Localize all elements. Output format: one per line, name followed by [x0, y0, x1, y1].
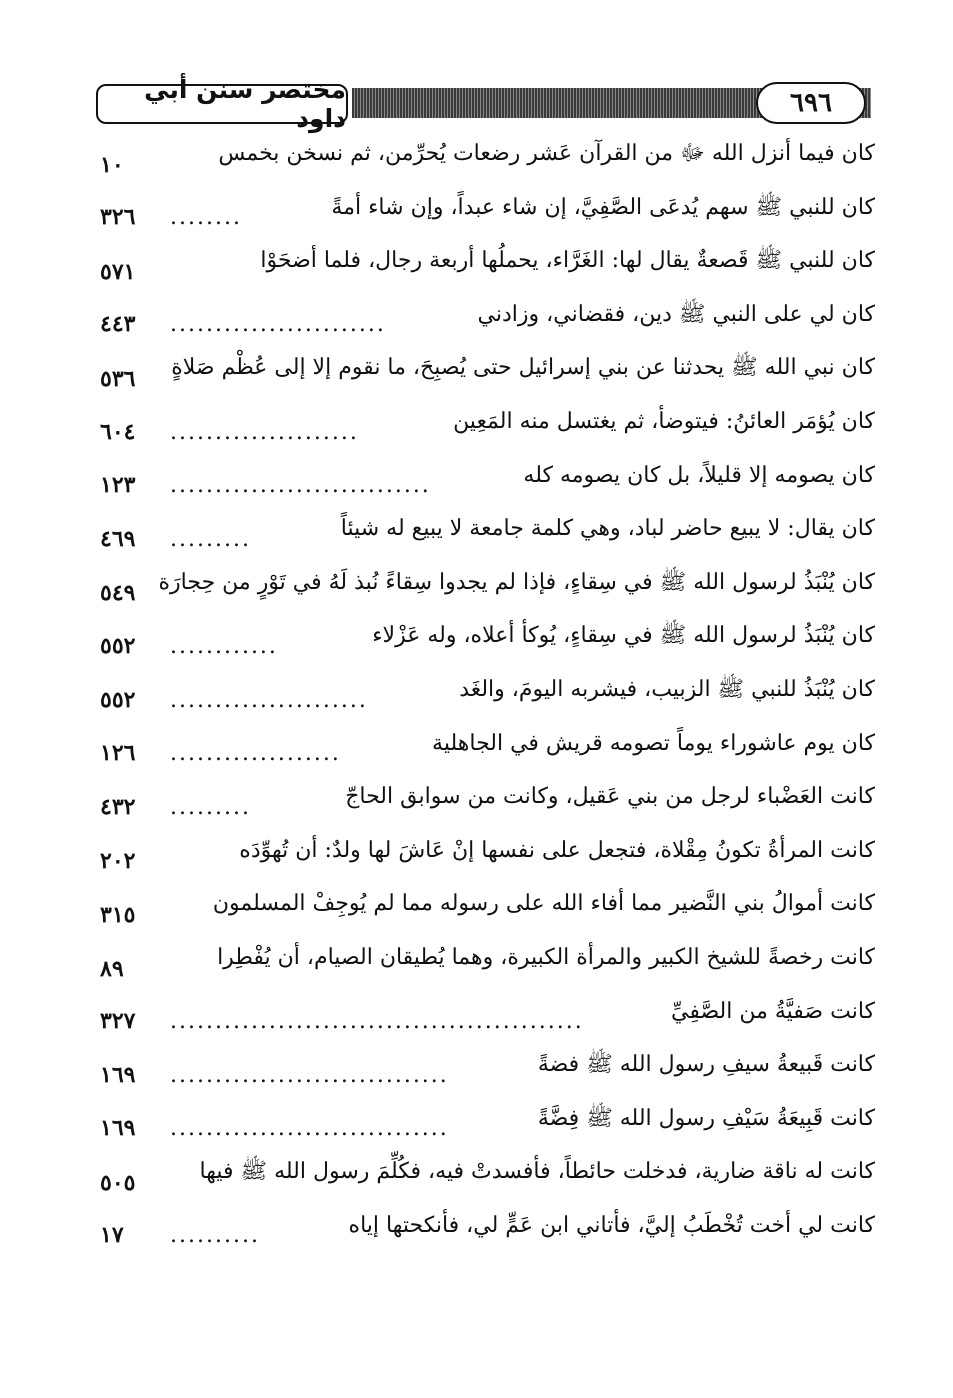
index-entry [100, 1206, 875, 1260]
entry-text: كان يقال: لا يبيع حاضر لباد، وهي كلمة جامعة لا يبيع له شيئاً [340, 516, 875, 542]
entry-page-ref [100, 152, 170, 178]
entry-text: كانت المرأةُ تكونُ مِقْلاة، فتجعل على نفسها إنْ عَاشَ لها ولدٌ: أن تُهوِّدَه [239, 837, 875, 863]
entry-text: كانت العَضْباء لرجل من بني عَقيل، وكانت من سوابق الحاجّ [345, 784, 875, 810]
index-entry [100, 724, 875, 778]
entry-text: كان يُنْبَذُ لرسول الله ﷺ في سِقاءٍ، يُوكأ أعلاه، وله عَزْلاء [372, 623, 875, 649]
entry-page-number: ٢٠٢ [100, 848, 136, 875]
index-entry [100, 402, 875, 456]
index-entry [100, 1045, 875, 1099]
entry-text: كان يوم عاشوراء يوماً تصومه قريش في الجاهلية [432, 730, 875, 756]
entry-text: كان يُؤمَر العائنُ: فيتوضأ، ثم يغتسل منه المَعِين [453, 408, 875, 434]
entry-text: كانت قَبيعةُ سيفِ رسول الله ﷺ فضةً [537, 1052, 875, 1078]
entry-page-ref [100, 1222, 260, 1249]
index-entry [100, 992, 875, 1046]
entry-page-number: ٣٢٧ [100, 1008, 136, 1035]
entry-page-number: ٦٠٤ [100, 418, 136, 445]
entry-text: كانت قَبِيعَةُ سَيْفِ رسول الله ﷺ فِضَّةً [537, 1105, 875, 1131]
entry-page-ref [100, 902, 170, 928]
entry-page-ref [100, 956, 170, 982]
index-entry [100, 509, 875, 563]
dot-leader: ............................... [170, 1116, 449, 1142]
index-entry [100, 777, 875, 831]
entry-page-ref [100, 311, 386, 338]
index-entry [100, 563, 875, 617]
dot-leader: ............................... [170, 1062, 449, 1088]
entry-page-number: ١٢٦ [100, 740, 136, 767]
entry-page-ref [100, 740, 341, 767]
entry-text: كانت أموالُ بني النَّضير مما أفاء الله على رسوله مما لم يُوجِفْ المسلمون [212, 891, 875, 917]
entry-page-ref [100, 419, 359, 446]
index-entry [100, 670, 875, 724]
index-entry [100, 188, 875, 242]
index-entry [100, 295, 875, 349]
index-entry [100, 831, 875, 885]
index-entry [100, 1152, 875, 1206]
entry-page-ref [100, 687, 368, 714]
index-entry [100, 348, 875, 402]
index-entry [100, 1099, 875, 1153]
entry-page-ref [100, 366, 170, 392]
entry-page-number: ٤٤٣ [100, 311, 136, 338]
entry-text: كان للنبي ﷺ سهم يُدعَى الصَّفِيَّ، إن شاء عبداً، وإن شاء أمةً [331, 194, 875, 220]
index-entry [100, 938, 875, 992]
entry-page-number: ٥٤٩ [100, 580, 136, 607]
entry-page-number: ٨٩ [100, 955, 124, 982]
entry-text: كان يصومه إلا قليلاً، بل كان يصومه كله [523, 462, 875, 488]
entry-page-number: ١٧ [100, 1222, 124, 1249]
entry-page-ref [100, 580, 170, 606]
entry-text: كان يُنْبَذُ للنبي ﷺ الزبيب، فيشربه اليومَ، والغَد [459, 676, 875, 702]
book-title: مختصر سنن أبي داود [96, 84, 348, 124]
index-entry-list [100, 134, 875, 1259]
index-entry [100, 616, 875, 670]
dot-leader: ................... [170, 741, 341, 767]
entry-text: كان للنبي ﷺ قَصعةٌ يقال لها: الغَرَّاء، يحملُها أربعة رجال، فلما أضحَوْا [260, 248, 875, 274]
entry-page-number: ٣١٥ [100, 901, 136, 928]
entry-page-number: ٥٥٢ [100, 632, 136, 659]
index-entry [100, 241, 875, 295]
entry-text: كان يُنْبَذُ لرسول الله ﷺ في سِقاءٍ، فإذا لم يجدوا سِقاءً نُبذ لَهُ في تَوْرٍ من حِجارَة [158, 569, 875, 595]
entry-text: كانت لي أخت تُخْطَبُ إليَّ، فأتاني ابن عَمٍّ لي، فأنكحتها إياه [348, 1212, 875, 1238]
dot-leader: ............ [170, 633, 278, 659]
entry-text: كان فيما أنزل الله ﷻ من القرآن عَشر رضعات يُحرِّمن، ثم نسخن بخمس [218, 141, 875, 166]
entry-page-ref [100, 1115, 449, 1142]
entry-page-ref [100, 848, 170, 874]
dot-leader: ...................... [170, 687, 368, 713]
index-entry [100, 456, 875, 510]
entry-page-ref [100, 1008, 584, 1035]
entry-page-ref [100, 472, 431, 499]
entry-text: كان لي على النبي ﷺ دين، فقضاني، وزادني [477, 301, 875, 327]
entry-page-ref [100, 526, 251, 553]
entry-page-number: ٥٥٢ [100, 686, 136, 713]
entry-page-ref [100, 259, 170, 285]
dot-leader: ........................ [170, 312, 386, 338]
entry-page-ref [100, 204, 242, 231]
entry-page-ref [100, 794, 251, 821]
dot-leader: .......... [170, 1223, 260, 1249]
dot-leader: .............................................. [170, 1009, 584, 1035]
entry-page-number: ٤٣٢ [100, 793, 136, 820]
dot-leader: ..................... [170, 419, 359, 445]
entry-page-number: ٥٠٥ [100, 1169, 136, 1196]
dot-leader: ......... [170, 526, 251, 552]
dot-leader: ............................. [170, 473, 431, 499]
entry-text: كانت صَفيَّةُ من الصَّفِيِّ [670, 998, 875, 1024]
entry-text: كانت له ناقة ضارية، فدخلت حائطاً، فأفسدتْ فيه، فكُلِّمَ رسول الله ﷺ فيها [199, 1159, 875, 1185]
entry-page-ref [100, 1170, 170, 1196]
dot-leader: ........ [170, 205, 242, 231]
index-entry [100, 884, 875, 938]
entry-page-number: ١٦٩ [100, 1115, 136, 1142]
entry-text: كان نبي الله ﷺ يحدثنا عن بني إسرائيل حتى يُصبِحَ، ما نقوم إلا إلى عُظْم صَلاةٍ [171, 355, 875, 381]
page-number: ٦٩٦ [756, 82, 866, 124]
entry-page-ref [100, 1062, 449, 1089]
entry-page-number: ١٠ [100, 151, 124, 178]
entry-page-number: ١٢٣ [100, 472, 136, 499]
dot-leader: ......... [170, 794, 251, 820]
entry-text: كانت رخصةً للشيخ الكبير والمرأة الكبيرة، وهما يُطيقان الصيام، أن يُفْطِرا [217, 944, 875, 970]
index-entry [100, 134, 875, 188]
entry-page-ref [100, 633, 278, 660]
entry-page-number: ٣٢٦ [100, 204, 136, 231]
entry-page-number: ٥٣٦ [100, 365, 136, 392]
entry-page-number: ٤٦٩ [100, 525, 136, 552]
entry-page-number: ٥٧١ [100, 258, 136, 285]
entry-page-number: ١٦٩ [100, 1061, 136, 1088]
page-header [96, 75, 871, 133]
